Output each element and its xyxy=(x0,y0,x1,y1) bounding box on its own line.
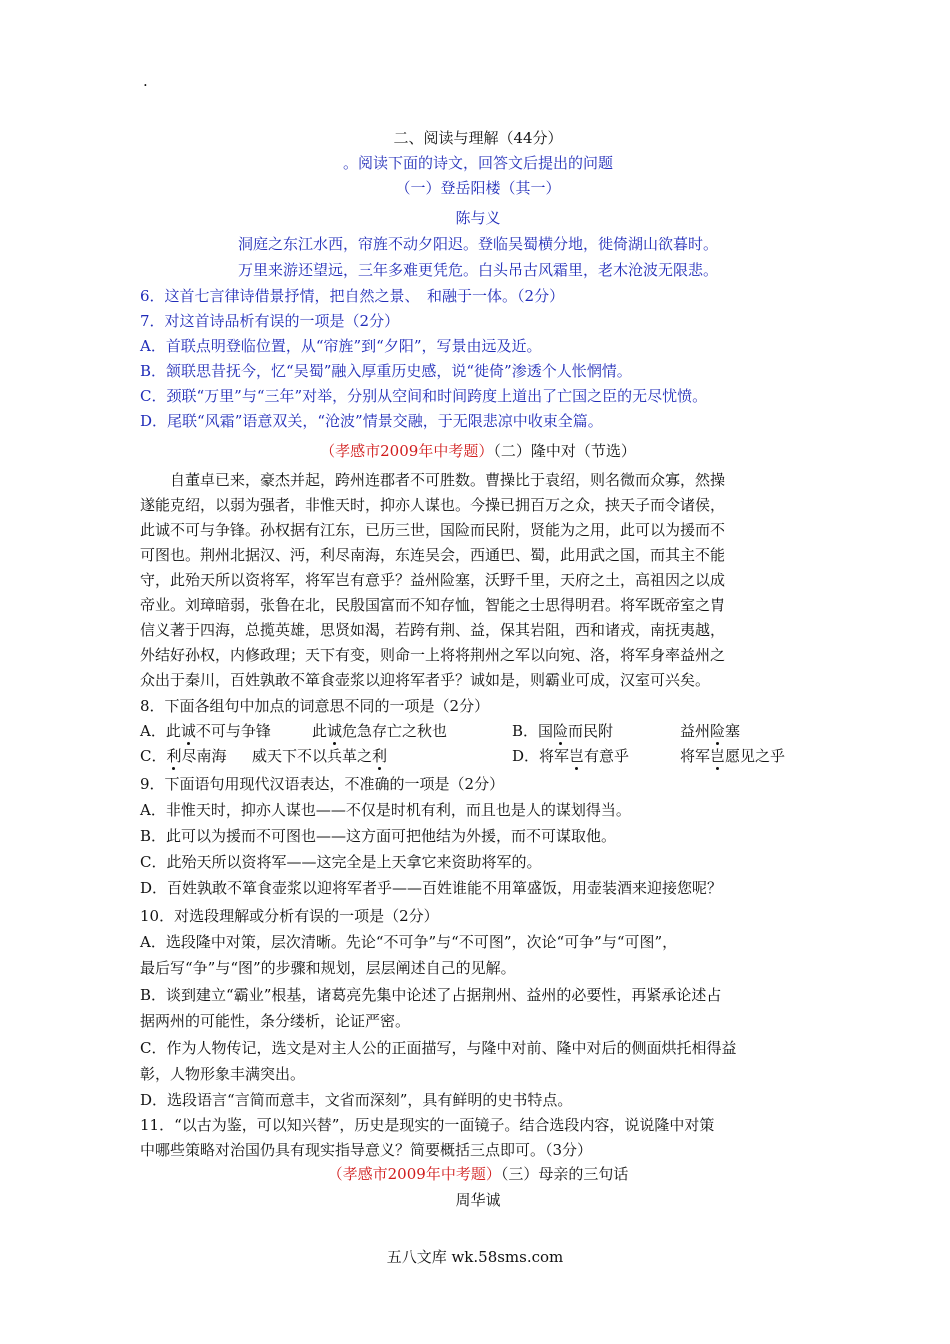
question-11-line: 中哪些策略对治国仍具有现实指导意义？简要概括三点即可。（3分） xyxy=(140,1141,593,1159)
emphasis-dot: 险 xyxy=(553,722,569,740)
part3-source: （孝感市2009年中考题） xyxy=(327,1165,501,1183)
part3-heading xyxy=(140,1164,816,1184)
part2-heading xyxy=(140,441,816,461)
emphasis-dot: 诚 xyxy=(327,722,343,740)
question-8-option-b2: 益州险塞 xyxy=(680,722,741,740)
question-9-option: D．百姓孰敢不箪食壶浆以迎将军者乎——百姓谁能不用箪盛饭，用壶装酒来迎接您呢？ xyxy=(140,879,723,897)
poem-title: （一）登岳阳楼（其一） xyxy=(395,179,561,197)
question-8-option-c2: 威天下不以兵革之利 xyxy=(252,747,388,765)
passage-line: 守，此殆天所以资将军，将军岂有意乎？益州险塞，沃野千里，天府之土，高祖因之以成 xyxy=(140,571,726,589)
passage-line: 外结好孙权，内修政理；天下有变，则命一上将将荆州之军以向宛、洛，将军身率益州之 xyxy=(140,646,726,664)
part2-title: （二）隆中对（节选） xyxy=(493,442,636,460)
part3-title: （三）母亲的三句话 xyxy=(500,1165,629,1183)
part3-author: 周华诚 xyxy=(455,1191,501,1209)
question-10-line: B．谈到建立“霸业”根基，诸葛亮先集中论述了占据荆州、益州的必要性，再紧承论述占 xyxy=(140,986,722,1004)
question-7-stem: 7．对这首诗品析有误的一项是（2分） xyxy=(140,312,400,330)
question-8-option-d1: D．将军岂有意乎 xyxy=(512,747,630,765)
question-10-line: D．选段语言“言简而意丰，文省而深刻”，具有鲜明的史书特点。 xyxy=(140,1091,573,1109)
instruction: 。阅读下面的诗文，回答文后提出的问题 xyxy=(342,154,613,172)
question-9-option: B．此可以为援而不可图也——这方面可把他结为外援，而不可谋取他。 xyxy=(140,827,617,845)
question-10-line: 据两州的可能性，条分缕析，论证严密。 xyxy=(140,1012,411,1030)
question-9-option: C．此殆天所以资将军——这完全是上天拿它来资助将军的。 xyxy=(140,853,542,871)
question-7-option: A．首联点明登临位置，从“帘旌”到“夕阳”，写景由远及近。 xyxy=(140,337,542,355)
question-8-option-a2: 此诚危急存亡之秋也 xyxy=(312,722,448,740)
section-title: 二、阅读与理解（44分） xyxy=(393,129,563,147)
question-8-option-b1: B．国险而民附 xyxy=(512,722,614,740)
emphasis-dot: 利 xyxy=(166,747,182,765)
question-7-option: B．颔联思昔抚今，忆“吴蜀”融入厚重历史感，说“徙倚”渗透个人怅惘情。 xyxy=(140,362,632,380)
emphasis-dot: 险 xyxy=(710,722,726,740)
question-6: 6．这首七言律诗借景抒情，把自然之景、 和融于一体。（2分） xyxy=(140,287,565,305)
passage-line: 帝业。刘璋暗弱，张鲁在北，民殷国富而不知存恤，智能之士思得明君。将军既帝室之胄 xyxy=(140,596,726,614)
emphasis-dot: 岂 xyxy=(710,747,726,765)
emphasis-dot: 利 xyxy=(372,747,388,765)
question-10-line: 彰，人物形象丰满突出。 xyxy=(140,1065,306,1083)
emphasis-dot: 岂 xyxy=(569,747,585,765)
poem-line: 万里来游还望远，三年多难更凭危。白头吊古风霜里，老木沧波无限悲。 xyxy=(237,261,718,279)
question-8-stem: 8．下面各组句中加点的词意思不同的一项是（2分） xyxy=(140,697,490,715)
passage-line: 自董卓已来，豪杰并起，跨州连郡者不可胜数。曹操比于袁绍，则名微而众寡，然操 xyxy=(170,471,726,489)
passage-line: 可图也。荆州北据汉、沔，利尽南海，东连吴会，西通巴、蜀，此用武之国，而其主不能 xyxy=(140,546,726,564)
passage-line: 此诚不可与争锋。孙权据有江东，已历三世，国险而民附，贤能为之用，此可以为援而不 xyxy=(140,521,726,539)
footer-watermark: 五八文库 wk.58sms.com xyxy=(386,1248,564,1266)
question-7-option: D．尾联“风霜”语意双关，“沧波”情景交融，于无限悲凉中收束全篇。 xyxy=(140,412,603,430)
poem-author: 陈与义 xyxy=(455,209,501,227)
passage-line: 遂能克绍，以弱为强者，非惟天时，抑亦人谋也。今操已拥百万之众，挟天子而令诸侯， xyxy=(140,496,726,514)
question-8-option-d2: 将军岂愿见之乎 xyxy=(680,747,786,765)
question-10-line: A．选段隆中对策，层次清晰。先论“不可争”与“不可图”，次论“可争”与“可图”， xyxy=(140,933,678,951)
question-9-stem: 9．下面语句用现代汉语表达，不准确的一项是（2分） xyxy=(140,775,505,793)
question-9-option: A．非惟天时，抑亦人谋也——不仅是时机有利，而且也是人的谋划得当。 xyxy=(140,801,631,819)
question-10-stem: 10．对选段理解或分析有误的一项是（2分） xyxy=(140,907,439,925)
question-11-line: 11．“以古为鉴，可以知兴替”，历史是现实的一面镜子。结合选段内容，说说隆中对策 xyxy=(140,1116,715,1134)
question-8-option-a1: A．此诚不可与争锋 xyxy=(140,722,271,740)
question-7-option: C．颈联“万里”与“三年”对举，分别从空间和时间跨度上道出了亡国之臣的无尽忧愤。 xyxy=(140,387,708,405)
question-8-option-c1: C．利尽南海 xyxy=(140,747,227,765)
part2-source: （孝感市2009年中考题） xyxy=(320,442,494,460)
passage-line: 众出于秦川，百姓孰敢不箪食壶浆以迎将军者乎？诚如是，则霸业可成，汉室可兴矣。 xyxy=(140,671,711,689)
question-10-line: C．作为人物传记，选文是对主人公的正面描写，与隆中对前、隆中对后的侧面烘托相得益 xyxy=(140,1039,737,1057)
poem-line: 洞庭之东江水西，帘旌不动夕阳迟。登临吴蜀横分地，徙倚湖山欲暮时。 xyxy=(237,235,718,253)
emphasis-dot: 诚 xyxy=(180,722,196,740)
page-dot: . xyxy=(143,72,148,90)
question-10-line: 最后写“争”与“图”的步骤和规划，层层阐述自己的见解。 xyxy=(140,959,516,977)
passage-line: 信义著于四海，总揽英雄，思贤如渴，若跨有荆、益，保其岩阻，西和诸戎，南抚夷越， xyxy=(140,621,726,639)
